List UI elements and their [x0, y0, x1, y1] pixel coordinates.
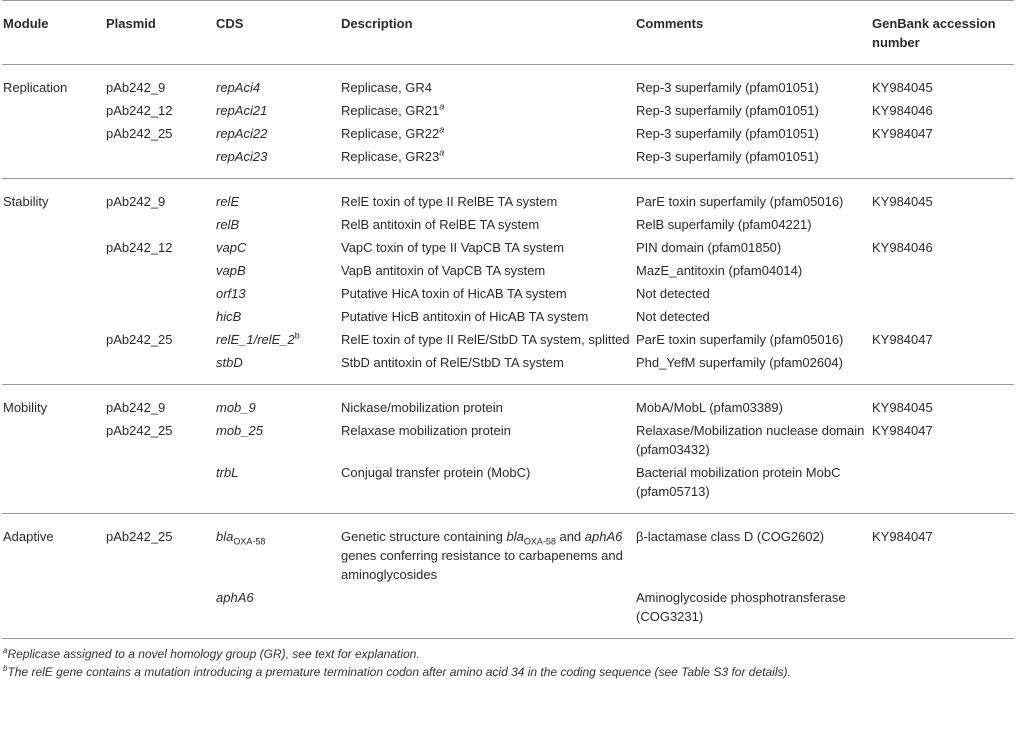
table-row: [2, 259, 1014, 282]
module-cell: [2, 305, 106, 328]
cds-cell: [216, 328, 341, 351]
footnote-mark: a: [439, 147, 445, 158]
footnote-a-mark: a: [3, 646, 8, 655]
table-row: [2, 122, 1014, 145]
description-cell: Putative HicB antitoxin of HicAB TA system: [341, 309, 589, 324]
table-row: [2, 514, 1014, 587]
header-plasmid: Plasmid: [106, 1, 216, 65]
comments-cell: MobA/MobL (pfam03389): [636, 400, 783, 415]
table-row: [2, 145, 1014, 179]
accession-cell: [872, 351, 1014, 385]
cds-subscript: OXA-58: [233, 536, 266, 547]
module-cell: [2, 259, 106, 282]
module-cell: [2, 282, 106, 305]
accession-cell: [872, 586, 1014, 639]
plasmid-cell: pAb242_25: [106, 529, 173, 544]
table-row: [2, 461, 1014, 514]
description-cell: VapC toxin of type II VapCB TA system: [341, 240, 565, 255]
table-row: [2, 65, 1014, 100]
cds-cell: hicB: [216, 309, 242, 324]
accession-cell: [872, 461, 1014, 514]
comments-cell: Rep-3 superfamily (pfam01051): [636, 103, 819, 118]
comments-cell: MazE_antitoxin (pfam04014): [636, 263, 803, 278]
cds-cell: vapB: [216, 263, 246, 278]
plasmid-cell: pAb242_25: [106, 126, 173, 141]
table-row: [2, 282, 1014, 305]
table-row: [2, 351, 1014, 385]
module-cell: Stability: [3, 194, 49, 209]
footnote-a-text: Replicase assigned to a novel homology group (GR), see text for explanation.: [7, 647, 420, 661]
plasmid-cell: pAb242_12: [106, 103, 173, 118]
table-row: [2, 328, 1014, 351]
comments-cell: Rep-3 superfamily (pfam01051): [636, 145, 872, 179]
plasmid-cell: [106, 213, 216, 236]
cds-cell: repAci4: [216, 80, 261, 95]
description-text: Replicase, GR21: [341, 103, 440, 118]
cds-cell: aphA6: [216, 586, 341, 639]
accession-cell: KY984046: [872, 240, 933, 255]
plasmid-cell: pAb242_9: [106, 80, 166, 95]
description-gene: aphA6: [584, 529, 623, 544]
comments-cell: Relaxase/Mobilization nuclease domain (pfam03432): [636, 423, 865, 457]
plasmid-cell: pAb242_25: [106, 332, 173, 347]
description-cell: StbD antitoxin of RelE/StbD TA system: [341, 351, 636, 385]
header-genbank: GenBank accession number: [872, 1, 1014, 65]
table-row: [2, 179, 1014, 214]
module-cell: [2, 99, 106, 122]
header-description: Description: [341, 1, 636, 65]
module-cell: [2, 351, 106, 385]
cds-cell: orf13: [216, 286, 246, 301]
comments-cell: Not detected: [636, 309, 710, 324]
table-row: [2, 99, 1014, 122]
cds-text: relE_1/relE_2: [216, 332, 295, 347]
description-text: genes conferring resistance to carbapenems and aminoglycosides: [341, 548, 623, 582]
description-cell: RelE toxin of type II RelBE TA system: [341, 194, 558, 209]
header-row: [2, 1, 1014, 65]
accession-cell: KY984046: [872, 103, 933, 118]
description-cell: [341, 145, 636, 179]
cds-cell: mob_9: [216, 400, 256, 415]
description-text: Replicase, GR22: [341, 126, 440, 141]
accession-cell: KY984045: [872, 400, 933, 415]
cds-cell: repAci23: [216, 145, 341, 179]
accession-cell: [872, 213, 1014, 236]
module-cell: [2, 145, 106, 179]
plasmid-cell: [106, 351, 216, 385]
accession-cell: [872, 305, 1014, 328]
cds-cell: vapC: [216, 240, 247, 255]
cds-text: bla: [216, 529, 234, 544]
description-cell: Replicase, GR4: [341, 80, 433, 95]
module-cell: [2, 461, 106, 514]
accession-cell: KY984047: [872, 529, 933, 544]
accession-cell: KY984045: [872, 194, 933, 209]
cds-cell: [216, 514, 341, 587]
plasmid-cell: [106, 282, 216, 305]
cds-cell: repAci22: [216, 126, 268, 141]
description-text: and: [555, 529, 585, 544]
footnote-b: [3, 663, 1016, 681]
plasmid-cell: [106, 305, 216, 328]
footnote-b-mark: b: [3, 664, 8, 673]
description-cell: RelB antitoxin of RelBE TA system: [341, 217, 540, 232]
footnote-b-text: The relE gene contains a mutation introducing a premature termination codon after amino acid 34 in the coding sequence (see Table S3 for details).: [7, 665, 791, 679]
accession-cell: [872, 259, 1014, 282]
comments-cell: Rep-3 superfamily (pfam01051): [636, 80, 819, 95]
module-cell: Mobility: [3, 400, 48, 415]
accession-cell: KY984047: [872, 423, 933, 438]
comments-cell: ParE toxin superfamily (pfam05016): [636, 332, 844, 347]
footnote-a: [3, 645, 1016, 663]
module-cell: [2, 328, 106, 351]
description-subscript: OXA-58: [523, 536, 556, 547]
plasmid-cell: pAb242_12: [106, 240, 173, 255]
comments-cell: Aminoglycoside phosphotransferase (COG3231): [636, 586, 872, 639]
description-cell: Nickase/mobilization protein: [341, 400, 503, 415]
comments-cell: Bacterial mobilization protein MobC (pfam05713): [636, 461, 872, 514]
comments-cell: β-lactamase class D (COG2602): [636, 529, 825, 544]
module-cell: [2, 586, 106, 639]
description-text: Genetic structure containing: [341, 529, 507, 544]
plasmid-cell: [106, 461, 216, 514]
description-cell: [341, 99, 636, 122]
description-text: Replicase, GR23: [341, 149, 440, 164]
description-gene: bla: [506, 529, 524, 544]
table-row: [2, 419, 1014, 461]
description-cell: [341, 586, 636, 639]
cds-cell: trbL: [216, 461, 341, 514]
header-module: Module: [2, 1, 106, 65]
comments-cell: Rep-3 superfamily (pfam01051): [636, 126, 819, 141]
plasmid-cell: [106, 259, 216, 282]
accession-cell: [872, 145, 1014, 179]
module-cell: [2, 122, 106, 145]
description-cell: Relaxase mobilization protein: [341, 423, 511, 438]
module-cell: [2, 213, 106, 236]
header-cds: CDS: [216, 1, 341, 65]
comments-cell: ParE toxin superfamily (pfam05016): [636, 194, 844, 209]
plasmid-cell: pAb242_9: [106, 400, 166, 415]
table-row: [2, 586, 1014, 639]
comments-cell: Phd_YefM superfamily (pfam02604): [636, 351, 872, 385]
description-cell: Putative HicA toxin of HicAB TA system: [341, 286, 567, 301]
cds-cell: repAci21: [216, 103, 268, 118]
module-cell: Replication: [3, 80, 68, 95]
table-row: [2, 236, 1014, 259]
accession-cell: KY984047: [872, 332, 933, 347]
plasmid-cell: [106, 586, 216, 639]
description-cell: VapB antitoxin of VapCB TA system: [341, 263, 546, 278]
accession-cell: [872, 282, 1014, 305]
header-comments: Comments: [636, 1, 872, 65]
plasmid-cell: pAb242_25: [106, 423, 173, 438]
accession-cell: KY984045: [872, 80, 933, 95]
plasmid-modules-table: [2, 0, 1014, 639]
module-cell: [2, 236, 106, 259]
comments-cell: RelB superfamily (pfam04221): [636, 217, 812, 232]
footnote-mark: a: [439, 124, 445, 135]
module-cell: Adaptive: [3, 529, 54, 544]
accession-cell: KY984047: [872, 126, 933, 141]
cds-cell: stbD: [216, 351, 341, 385]
module-cell: [2, 419, 106, 461]
comments-cell: PIN domain (pfam01850): [636, 240, 782, 255]
cds-cell: relE: [216, 194, 240, 209]
cds-cell: relB: [216, 217, 240, 232]
table-row: [2, 305, 1014, 328]
footnote-mark: a: [439, 101, 445, 112]
plasmid-cell: pAb242_9: [106, 194, 166, 209]
table-footnotes: [0, 645, 1016, 681]
plasmid-cell: [106, 145, 216, 179]
description-cell: Conjugal transfer protein (MobC): [341, 461, 636, 514]
footnote-mark: b: [294, 330, 300, 341]
table-row: [2, 213, 1014, 236]
description-cell: [341, 122, 636, 145]
description-cell: [341, 514, 636, 587]
table-row: [2, 385, 1014, 420]
description-cell: RelE toxin of type II RelE/StbD TA system, splitted: [341, 332, 630, 347]
comments-cell: Not detected: [636, 286, 710, 301]
cds-cell: mob_25: [216, 423, 263, 438]
